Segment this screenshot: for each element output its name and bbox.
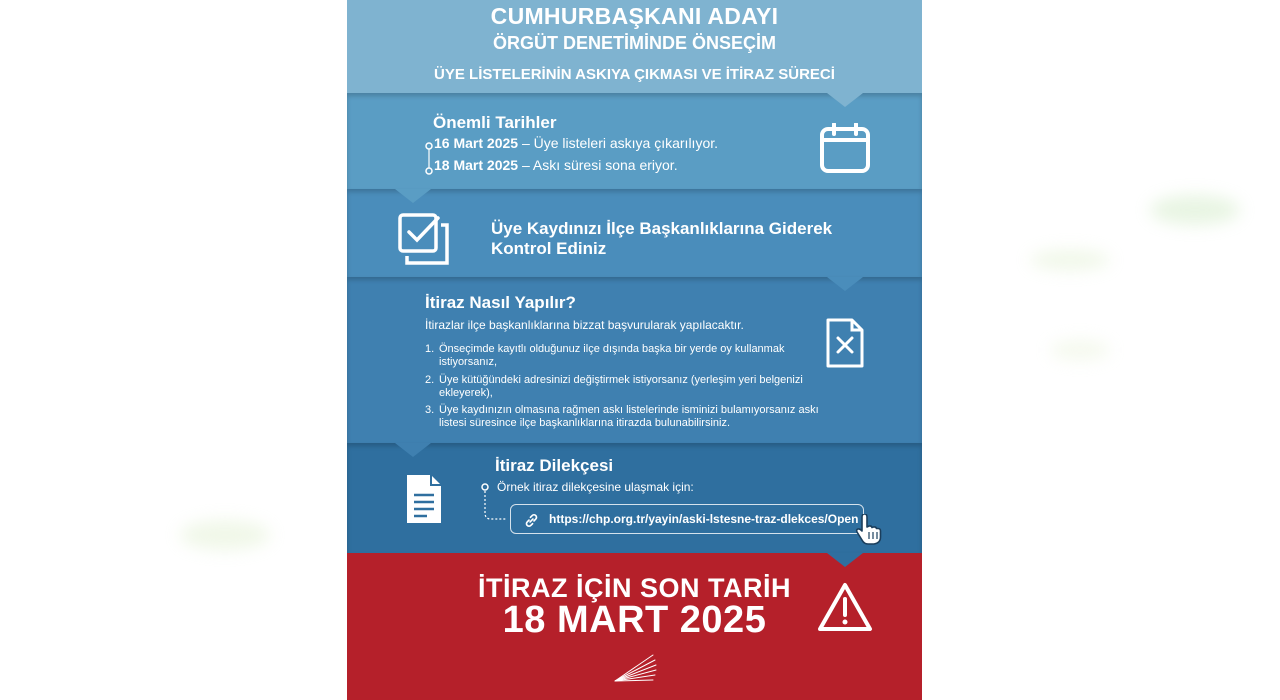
date-text: – Askı süresi sona eriyor. bbox=[518, 157, 678, 173]
item-line: listesi süresince ilçe başkanlıklarına itirazda bulunabilirsiniz. bbox=[439, 417, 731, 429]
warning-icon bbox=[817, 581, 873, 633]
howto-item bbox=[425, 343, 434, 356]
calendar-icon bbox=[819, 123, 871, 175]
link-icon bbox=[523, 512, 540, 529]
infographic-poster bbox=[347, 0, 922, 700]
band-notch bbox=[827, 93, 863, 107]
header-description: ÜYE LİSTELERİNİN ASKIYA ÇIKMASI VE İTİRAZ SÜRECİ bbox=[434, 66, 835, 83]
item-line: Üye kütüğündeki adresinizi değiştirmek istiyorsanız (yerleşim yeri belgenizi bbox=[439, 374, 803, 386]
header-subtitle: ÖRGÜT DENETİMİNDE ÖNSEÇİM bbox=[492, 33, 776, 53]
check-title-line: Kontrol Ediniz bbox=[491, 239, 607, 258]
petition-text: Örnek itiraz dilekçesine ulaşmak için: bbox=[497, 480, 694, 494]
deadline-date: 18 MART 2025 bbox=[502, 599, 767, 641]
date-text: – Üye listeleri askıya çıkarılıyor. bbox=[518, 135, 719, 151]
background-decoration bbox=[180, 520, 270, 550]
petition-title: İtiraz Dilekçesi bbox=[495, 456, 614, 475]
background-decoration bbox=[1150, 195, 1240, 225]
date-item bbox=[434, 157, 678, 173]
timeline-icon bbox=[425, 142, 433, 176]
document-x-icon bbox=[825, 317, 865, 369]
header-band bbox=[347, 0, 922, 93]
item-line: istiyorsanız, bbox=[439, 356, 498, 368]
item-number: 1. bbox=[425, 343, 435, 355]
band-notch bbox=[827, 553, 863, 567]
date-value: 18 Mart 2025 bbox=[434, 157, 519, 173]
howto-item-text bbox=[439, 374, 803, 400]
checkbox-icon bbox=[397, 211, 453, 267]
band-notch bbox=[827, 277, 863, 291]
petition-link-url[interactable]: https://chp.org.tr/yayin/aski-lstesne-traz-dlekces/Open bbox=[549, 512, 859, 526]
item-line: ekleyerek), bbox=[439, 387, 493, 399]
background-decoration bbox=[1050, 340, 1110, 360]
party-logo-arrows-icon bbox=[613, 653, 657, 683]
item-number: 3. bbox=[425, 404, 435, 416]
band-notch bbox=[395, 443, 431, 457]
howto-item bbox=[425, 374, 434, 387]
background-decoration bbox=[1030, 250, 1110, 270]
band-notch bbox=[395, 189, 431, 203]
hand-cursor-icon bbox=[854, 514, 884, 546]
petition-band bbox=[347, 443, 922, 553]
date-item bbox=[434, 135, 718, 151]
check-title bbox=[491, 219, 832, 259]
date-value: 16 Mart 2025 bbox=[434, 135, 519, 151]
deadline-band bbox=[347, 553, 922, 700]
dates-title: Önemli Tarihler bbox=[433, 113, 557, 132]
howto-item-text bbox=[439, 404, 819, 430]
item-number: 2. bbox=[425, 374, 435, 386]
item-line: Önseçimde kayıtlı olduğunuz ilçe dışında başka bir yerde oy kullanmak bbox=[439, 343, 785, 355]
howto-band bbox=[347, 277, 922, 443]
petition-link[interactable] bbox=[510, 504, 864, 534]
deadline-label: İTİRAZ İÇİN SON TARİH bbox=[478, 573, 791, 603]
howto-intro: İtirazlar ilçe başkanlıklarına bizzat başvurularak yapılacaktır. bbox=[425, 318, 744, 332]
howto-item bbox=[425, 404, 434, 417]
check-title-line: Üye Kaydınızı İlçe Başkanlıklarına Giderek bbox=[491, 219, 833, 238]
howto-item-text bbox=[439, 343, 784, 369]
dates-band bbox=[347, 93, 922, 189]
check-band bbox=[347, 189, 922, 277]
howto-title: İtiraz Nasıl Yapılır? bbox=[425, 293, 576, 312]
item-line: Üye kaydınızın olmasına rağmen askı listelerinde isminizi bulamıyorsanız askı bbox=[439, 404, 819, 416]
document-icon bbox=[405, 473, 443, 525]
header-title: CUMHURBAŞKANI ADAYI bbox=[490, 3, 779, 29]
